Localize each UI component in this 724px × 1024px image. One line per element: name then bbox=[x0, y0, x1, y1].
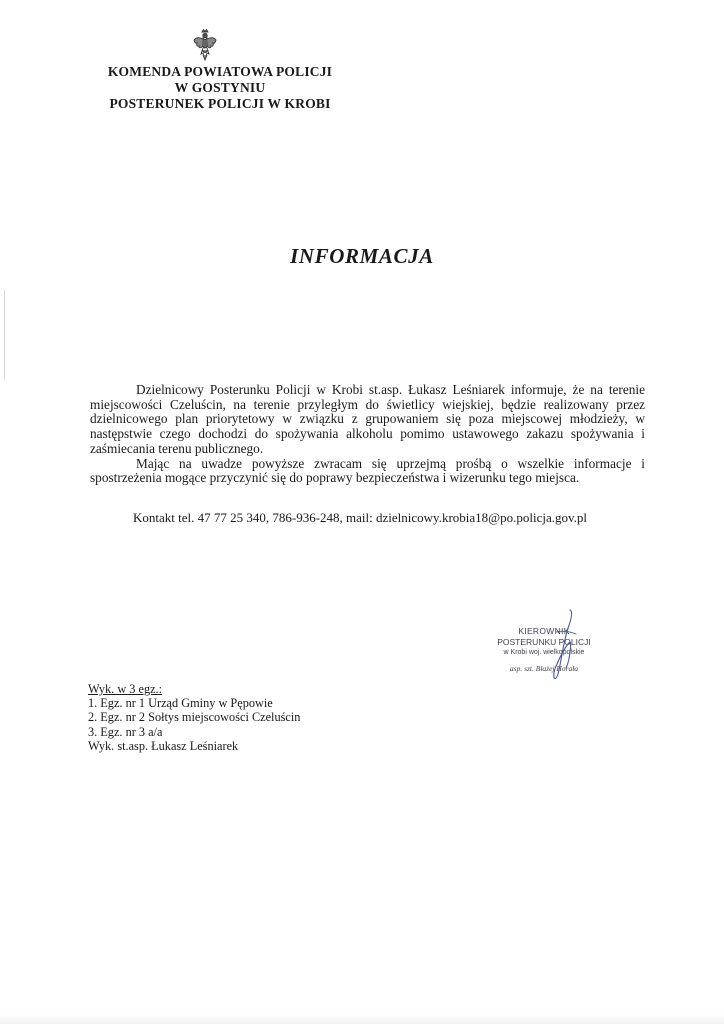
stamp-title: KIEROWNIK bbox=[518, 626, 570, 636]
letterhead-line-1: KOMENDA POWIATOWA POLICJI bbox=[107, 64, 333, 79]
distribution-author: Wyk. st.asp. Łukasz Leśniarek bbox=[88, 738, 239, 753]
distribution-item: 1. Egz. nr 1 Urząd Gminy w Pępowie bbox=[88, 696, 273, 711]
distribution-item: 3. Egz. nr 3 a/a bbox=[88, 724, 163, 739]
scan-edge-mark bbox=[4, 290, 5, 380]
letterhead-line-2: W GOSTYNIU bbox=[174, 80, 266, 95]
letterhead-line-3: POSTERUNEK POLICJI W KROBI bbox=[109, 96, 331, 111]
stamp-location: w Krobi woj. wielkopolskie bbox=[503, 649, 585, 656]
stamp-name: asp. szt. Błażej Horała bbox=[509, 664, 579, 673]
distribution-item: 2. Egz. nr 2 Sołtys miejscowości Czeluścin bbox=[88, 710, 301, 725]
letterhead bbox=[70, 64, 370, 112]
distribution-heading: Wyk. w 3 egz.: bbox=[88, 682, 163, 696]
document-title: INFORMACJA bbox=[290, 244, 434, 268]
contact-text: Kontakt tel. 47 77 25 340, 786-936-248, mail: dzielnicowy.krobia18@po.policja.gov.pl bbox=[133, 510, 588, 525]
distribution-list bbox=[88, 682, 300, 753]
document-body bbox=[90, 383, 645, 486]
polish-eagle-emblem-icon bbox=[192, 28, 218, 62]
handwritten-signature bbox=[484, 608, 604, 688]
body-paragraph-2: Mając na uwadze powyższe zwracam się uprzejmą prośbą o wszelkie informacje i spostrzeżenia mogące przyczynić się do poprawy bezpieczeństwa i wizerunku tego miejsca. bbox=[90, 455, 645, 486]
stamp-subtitle: POSTERUNKU POLICJI bbox=[497, 637, 591, 647]
scan-bottom-shadow bbox=[0, 1014, 724, 1024]
body-paragraph-1: Dzielnicowy Posterunku Policji w Krobi st.asp. Łukasz Leśniarek informuje, że na terenie miejscowości Czeluścin, na terenie przyległym do świetlicy wiejskiej, będzie realizowany przez dzielnicowego plan priorytetowy w związku z grupowaniem się poza miejscowej młodzieży, w następstwie czego dochodzi do spożywania alkoholu pomimo ustawowego zakazu spożywania i zaśmiecania terenu publicznego. bbox=[90, 382, 645, 456]
official-stamp bbox=[484, 608, 604, 688]
